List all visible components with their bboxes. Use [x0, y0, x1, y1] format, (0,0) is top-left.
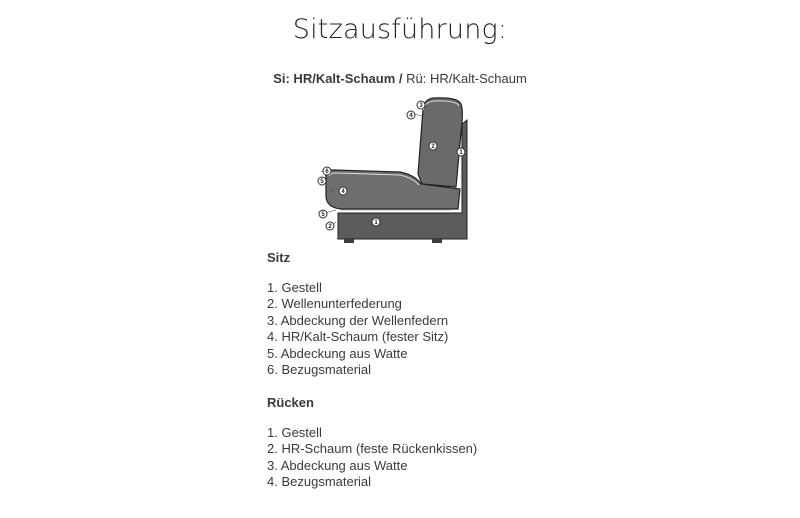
- ruecken-component-list: [267, 425, 477, 491]
- list-item: 3. Abdeckung aus Watte: [267, 457, 408, 473]
- svg-text:5: 5: [321, 212, 325, 218]
- list-item: 4. Bezugsmaterial: [267, 474, 372, 490]
- svg-text:1: 1: [459, 150, 463, 156]
- marker-6-seat: [323, 167, 331, 175]
- front-foot: [344, 238, 354, 243]
- svg-text:3: 3: [419, 103, 423, 109]
- list-item: 1. Gestell: [267, 425, 322, 440]
- marker-4-back: [407, 111, 415, 119]
- list-item: 2. HR-Schaum (feste Rückenkissen): [267, 441, 478, 457]
- seat-foam-label: Si: HR/Kalt-Schaum: [273, 71, 396, 86]
- rear-foot: [432, 238, 442, 243]
- marker-2-back: [429, 142, 437, 150]
- svg-text:1: 1: [374, 220, 378, 226]
- sitz-component-list: [267, 280, 448, 378]
- svg-text:4: 4: [341, 189, 345, 195]
- list-item: 3. Abdeckung der Wellenfedern: [267, 312, 449, 328]
- list-item: 4. HR/Kalt-Schaum (fester Sitz): [267, 329, 449, 345]
- marker-3-back: [417, 101, 425, 109]
- svg-text:4: 4: [409, 113, 413, 119]
- back-foam-label: Rü: HR/Kalt-Schaum: [406, 71, 527, 86]
- ruecken-heading: Rücken: [267, 395, 314, 410]
- svg-text:5: 5: [320, 179, 324, 185]
- marker-1-base: [372, 218, 380, 226]
- marker-5-seat-bottom: [319, 210, 327, 218]
- page-title: Sitzausführung:: [292, 14, 508, 45]
- foam-spec-line: [0, 71, 800, 86]
- seat-cross-section-diagram: [300, 92, 500, 252]
- backrest-cushion: [418, 98, 462, 187]
- spec-separator: /: [395, 71, 407, 86]
- list-item: 5. Abdeckung aus Watte: [267, 345, 408, 361]
- marker-1-back: [457, 148, 465, 156]
- marker-4-seat: [339, 187, 347, 195]
- svg-text:2: 2: [328, 224, 332, 230]
- sitz-heading: Sitz: [267, 250, 291, 265]
- list-item: 6. Bezugsmaterial: [267, 362, 372, 378]
- svg-text:6: 6: [325, 169, 329, 175]
- marker-5-seat-top: [318, 177, 326, 185]
- list-item: 1. Gestell: [267, 280, 322, 295]
- marker-2-seat: [326, 222, 334, 230]
- svg-text:2: 2: [431, 144, 435, 150]
- list-item: 2. Wellenunterfederung: [267, 296, 402, 312]
